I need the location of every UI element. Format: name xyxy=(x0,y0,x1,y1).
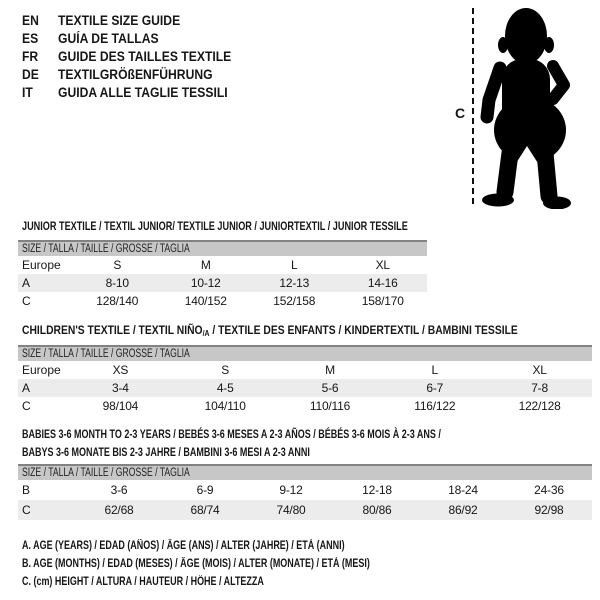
language-code-text: EN xyxy=(22,12,39,28)
language-code-text: IT xyxy=(22,84,33,100)
size-cell: 98/104 xyxy=(102,399,139,413)
section-heading-line xyxy=(22,217,530,235)
size-cell: L xyxy=(291,258,298,272)
table-row xyxy=(18,480,592,500)
heading-segment: / TEXTILE DES ENFANTS / KINDERTEXTIL / BAMBINI TESSILE xyxy=(209,323,518,337)
size-cell: 14-16 xyxy=(367,276,398,290)
footnote-text: C. (cm) HEIGHT / ALTURA / HAUTEUR / HÖHE / ALTEZZA xyxy=(22,576,264,588)
section-heading-text xyxy=(22,443,310,461)
footnote-text: B. AGE (MONTHS) / EDAD (MESES) / ÂGE (MOIS) / ALTER (MONATE) / ETÀ (MESI) xyxy=(22,558,370,570)
table-header-label: SIZE / TALLA / TAILLE / GRÖSSE / TAGLIA xyxy=(22,243,190,255)
language-row xyxy=(22,65,251,83)
row-label: C xyxy=(22,399,31,413)
section-heading xyxy=(22,425,581,461)
size-cell: 7-8 xyxy=(531,381,548,395)
table-header-bar xyxy=(18,464,592,480)
row-label: B xyxy=(22,483,31,497)
row-label: C xyxy=(22,503,31,517)
heading-segment: BABIES 3-6 MONTH TO 2-3 YEARS / BEBÉS 3-6 MESES A 2-3 AÑOS / BÉBÉS 3-6 MOIS À 2-3 ANS / xyxy=(22,427,441,441)
language-row xyxy=(22,83,251,101)
size-cell: M xyxy=(200,258,211,272)
size-cell: 92/98 xyxy=(534,503,564,517)
language-title-text: GUIDE DES TAILLES TEXTILE xyxy=(58,48,232,64)
size-cell: 8-10 xyxy=(105,276,129,290)
size-cell: M xyxy=(325,363,335,377)
size-cell: S xyxy=(221,363,230,377)
table-row xyxy=(18,361,592,379)
size-table xyxy=(18,345,592,415)
language-row xyxy=(22,29,251,47)
table-header-bar xyxy=(18,345,592,361)
language-code xyxy=(22,13,58,28)
language-title-text: TEXTILGRÖßENFÜHRUNG xyxy=(58,66,213,82)
language-code-text: ES xyxy=(22,30,39,46)
table-header-label: SIZE / TALLA / TAILLE / GRÖSSE / TAGLIA xyxy=(22,467,190,479)
row-label: Europe xyxy=(22,363,61,377)
language-code-text: DE xyxy=(22,66,39,82)
footnote-line xyxy=(22,573,468,591)
size-cell: 122/128 xyxy=(518,399,561,413)
size-cell: 86/92 xyxy=(448,503,478,517)
language-title-text: TEXTILE SIZE GUIDE xyxy=(58,12,181,28)
language-title xyxy=(58,13,194,28)
language-title-text: GUIDA ALLE TAGLIE TESSILI xyxy=(58,84,228,100)
section-heading xyxy=(22,321,598,343)
size-cell: 158/170 xyxy=(361,294,404,308)
size-cell: 18-24 xyxy=(448,483,478,497)
language-row xyxy=(22,11,251,29)
language-row xyxy=(22,47,251,65)
section-heading-text xyxy=(22,425,441,443)
row-label: A xyxy=(22,381,31,395)
size-cell: 6-9 xyxy=(196,483,214,497)
row-label: Europe xyxy=(22,258,61,272)
language-code xyxy=(22,31,58,46)
heading-segment: BABYS 3-6 MONATE BIS 2-3 JAHRE / BAMBINI 3-6 MESI A 2-3 ANNI xyxy=(22,445,310,459)
baby-silhouette xyxy=(479,5,573,209)
footnote-line xyxy=(22,555,468,573)
section-heading xyxy=(22,217,530,235)
size-cell: 152/158 xyxy=(273,294,316,308)
size-cell: 62/68 xyxy=(104,503,134,517)
size-cell: 24-36 xyxy=(534,483,564,497)
row-label: A xyxy=(22,276,31,290)
size-cell: 10-12 xyxy=(190,276,221,290)
size-cell: XL xyxy=(375,258,390,272)
language-code-text: FR xyxy=(22,48,39,64)
size-cell: 74/80 xyxy=(276,503,306,517)
table-row xyxy=(18,379,592,397)
size-cell: 6-7 xyxy=(426,381,444,395)
language-title-text: GUÍA DE TALLAS xyxy=(58,30,159,46)
table-row xyxy=(18,256,427,274)
language-title xyxy=(58,31,170,46)
size-cell: 116/122 xyxy=(414,399,456,413)
table-header-bar xyxy=(18,240,427,256)
section-heading-line xyxy=(22,425,581,443)
footnotes xyxy=(22,537,468,591)
row-label: C xyxy=(22,294,31,308)
size-cell: 12-18 xyxy=(362,483,392,497)
size-cell: 110/116 xyxy=(309,399,351,413)
footnote-text: A. AGE (YEARS) / EDAD (AÑOS) / ÂGE (ANS) / ALTER (JAHRE) / ETÀ (ANNI) xyxy=(22,540,345,552)
size-table xyxy=(18,464,592,520)
size-cell: 5-6 xyxy=(321,381,339,395)
size-cell: 3-4 xyxy=(112,381,129,395)
size-cell: 4-5 xyxy=(216,381,234,395)
size-cell: 104/110 xyxy=(204,399,246,413)
language-code xyxy=(22,67,58,82)
section-heading-line xyxy=(22,443,581,461)
language-code xyxy=(22,49,58,64)
heading-subscript: /A xyxy=(202,329,210,338)
table-row xyxy=(18,500,592,520)
table-row xyxy=(18,274,427,292)
heading-segment: CHILDREN'S TEXTILE / TEXTIL NIÑO xyxy=(22,323,203,337)
size-cell: 12-13 xyxy=(279,276,310,290)
heading-segment: JUNIOR TEXTILE / TEXTIL JUNIOR/ TEXTILE JUNIOR / JUNIORTEXTIL / JUNIOR TESSILE xyxy=(22,219,408,233)
size-cell: 3-6 xyxy=(110,483,128,497)
table-row xyxy=(18,397,592,415)
table-row xyxy=(18,292,427,310)
section-heading-text xyxy=(22,321,518,343)
size-cell: 9-12 xyxy=(279,483,303,497)
size-cell: 128/140 xyxy=(96,294,139,308)
size-table xyxy=(18,240,427,310)
size-cell: S xyxy=(113,258,122,272)
section-heading-line xyxy=(22,321,598,343)
language-title xyxy=(58,67,230,82)
size-cell: 68/74 xyxy=(190,503,220,517)
size-cell: L xyxy=(431,363,439,377)
language-code xyxy=(22,85,58,100)
section-heading-text xyxy=(22,217,408,235)
language-title xyxy=(58,85,247,100)
language-title xyxy=(58,49,251,64)
table-header-label: SIZE / TALLA / TAILLE / GRÖSSE / TAGLIA xyxy=(22,348,190,360)
size-cell: 80/86 xyxy=(362,503,392,517)
size-cell: 140/152 xyxy=(184,294,227,308)
footnote-line xyxy=(22,537,468,555)
size-cell: XL xyxy=(532,363,547,377)
language-title-list xyxy=(22,11,251,101)
size-cell: XS xyxy=(112,363,129,377)
height-measure-label: C xyxy=(455,105,466,121)
height-measure-dashed-line xyxy=(472,8,474,204)
